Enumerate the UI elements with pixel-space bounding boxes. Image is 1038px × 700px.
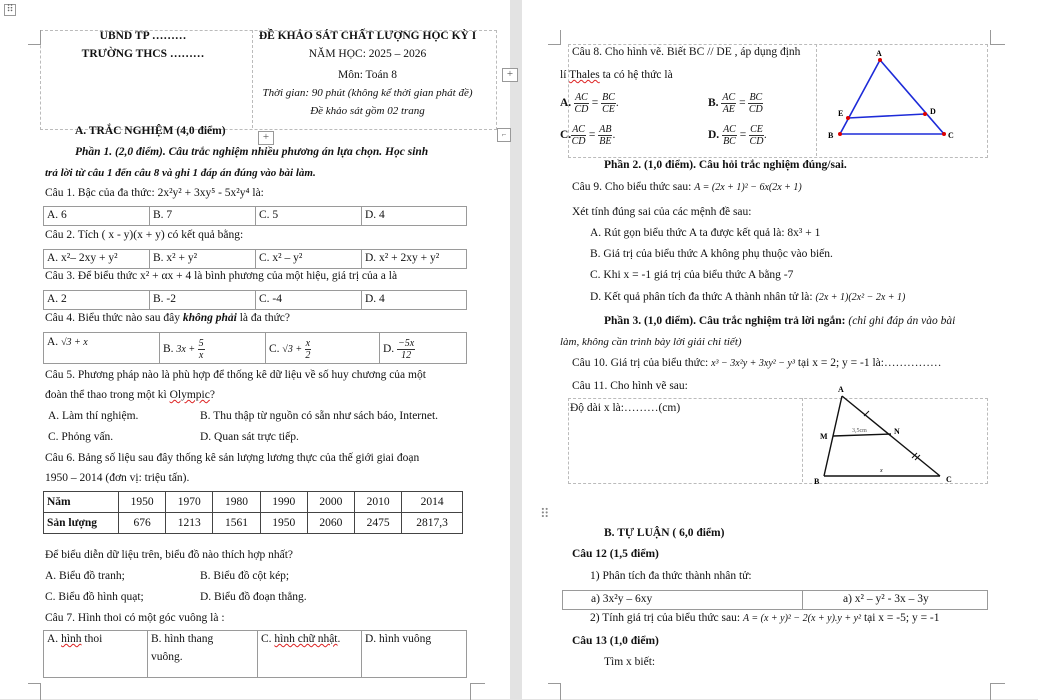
question-10: Câu 10. Giá trị của biểu thức: x³ − 3x²y + 3xy² − y³ tại x = 2; y = -1 là:…………… [572,357,942,369]
q8-option-c: C. $\frac{AC}{CD}$ = $\frac{AB}{BE}$ . [560,124,616,147]
table-cell: 1990 [260,492,307,513]
q6-option-c: C. Biểu đồ hình quạt; [45,591,144,603]
question-9: Câu 9. Cho biểu thức sau: A = (2x + 1)² − 6x(2x + 1) [572,181,802,193]
q12-part2: 2) Tính giá trị của biểu thức sau: A = (x + y)² − 2(x + y).y + y² tại x = -5; y = -1 [590,612,940,624]
q1-option-c: C. 5 [256,207,362,225]
question-5-line1: Câu 5. Phương pháp nào là phù hợp để thống kê dữ liệu về số huy chương của một [45,369,426,381]
table-cell: 2817,3 [402,513,463,534]
table-cell: 676 [119,513,166,534]
question-5-line2: đoàn thể thao trong một kì Olympic? [45,389,215,401]
question-6-line2: 1950 – 2014 (đơn vị: triệu tấn). [45,472,190,484]
q4-option-d: D. $\frac{-5x}{12}$ [383,338,415,361]
drag-handle-icon[interactable]: ⠿ [540,506,550,521]
part1-instruction: trả lời từ câu 1 đến câu 8 và ghi 1 đáp án đúng vào bài làm. [45,167,316,179]
q2-options-row [43,249,467,269]
q1-options-row [43,206,467,226]
crop-mark [28,683,41,700]
q4-text-post: là đa thức? [236,312,291,324]
table-cell: 1980 [213,492,260,513]
crop-mark [470,683,485,700]
point-e [846,116,850,120]
trapezoid-figure [806,382,986,486]
q7-options-row [43,630,467,678]
section-b-heading: B. TỰ LUẬN ( 6,0 điểm) [604,527,725,539]
table-move-handle-icon[interactable]: ⠿ [4,4,16,16]
point-b [838,132,842,136]
q1-option-d: D. 4 [365,209,385,221]
label-a: A [838,385,844,394]
add-row-icon[interactable]: + [258,131,274,145]
q12-options-row [562,590,988,610]
q12-item-a: a) 3x²y – 6xy [563,591,803,609]
table-cell: 2475 [355,513,402,534]
label-c: C [946,475,952,484]
header-left-line2: TRƯỜNG THCS ……… [81,48,205,60]
q6-option-b: B. Biểu đồ cột kép; [200,570,290,582]
q5-option-c: C. Phỏng vấn. [48,431,114,443]
label-c: C [948,131,954,140]
label-n: N [894,427,900,436]
q2-option-d: D. x² + 2xy + y² [365,252,440,264]
header-divider [40,30,253,128]
add-column-icon[interactable]: + [502,68,518,82]
page-1 [0,0,514,699]
question-2: Câu 2. Tích ( x - y)(x + y) có kết quả bằng: [45,229,244,241]
point-d [923,112,927,116]
table-row [44,513,463,534]
table-row [44,492,463,513]
section-a-heading: A. TRẮC NGHIỆM (4,0 điểm) [75,125,226,137]
q4-option-c: C. √3 + $\frac{x}{2}$ [266,333,380,363]
crop-mark [548,30,561,45]
q2-option-b: B. x² + y² [150,250,256,268]
school-year: NĂM HỌC: 2025 – 2026 [308,48,427,60]
time-note: Thời gian: 90 phút (không kể thời gian phát đề) [262,87,473,99]
x-label: x [880,468,883,474]
crop-mark [28,30,41,45]
table-cell: 1213 [166,513,213,534]
q8-option-a: A. $\frac{AC}{CD}$ = $\frac{BC}{CE}$ . [560,92,619,115]
production-table [43,491,463,534]
q9-statement-a: A. Rút gọn biểu thức A ta được kết quả là: 8x³ + 1 [590,227,821,239]
label-a: A [876,49,882,58]
exam-title: ĐỀ KHẢO SÁT CHẤT LƯỢNG HỌC KỲ I [258,30,477,42]
question-6-line1: Câu 6. Bảng số liệu sau đây thống kê sản lượng lương thực của thế giới giai đoạn [45,452,420,464]
header-left-line1: UBND TP ……… [99,30,187,42]
label-e: E [838,109,844,118]
q3-option-d: D. 4 [365,293,385,305]
table-header-cell: Sản lượng [44,513,119,534]
q12-item-b: a) x² – y² - 3x – 3y [843,593,929,605]
q9-statement-c: C. Khi x = -1 giá trị của biểu thức A bằng -7 [590,269,794,281]
question-12: Câu 12 (1,5 điểm) [572,548,659,560]
question-7: Câu 7. Hình thoi có một góc vuông là : [45,612,225,624]
question-1: Câu 1. Bậc của đa thức: 2x²y² + 3xy⁵ - 5x²y⁴ là: [45,187,264,199]
q7-option-a: A. hình thoi [44,631,148,677]
part3-heading: Phần 3. (1,0 điểm). Câu trắc nghiệm trả lời ngắn: (chỉ ghi đáp án vào bài [604,315,956,327]
triangle-figure [822,46,982,146]
q7-option-b: B. hình thang vuông. [148,631,258,677]
q5-option-b: B. Thu thập từ nguồn có sẵn như sách báo, Internet. [200,410,439,422]
q4-text-pre: Câu 4. Biểu thức nào sau đây [45,312,183,324]
q4-option-b: B. 3x + $\frac{5}{x}$ [160,333,266,363]
part2-intro: Xét tính đúng sai của các mệnh đề sau: [572,206,752,218]
table-cell: 2010 [355,492,402,513]
label-d: D [930,107,936,116]
table-cell: 2014 [402,492,463,513]
pages-note: Đề khảo sát gồm 02 trang [310,105,425,117]
part2-heading: Phần 2. (1,0 điểm). Câu hỏi trắc nghiệm đúng/sai. [604,159,847,171]
question-4 [45,312,290,324]
crop-mark [990,683,1005,700]
question-11: Câu 11. Cho hình vẽ sau: [572,380,688,392]
label-b: B [814,477,820,486]
crop-mark [548,683,561,700]
q2-option-c: C. x² – y² [256,250,362,268]
q6-question: Để biểu diễn dữ liệu trên, biểu đồ nào thích hợp nhất? [45,549,293,561]
q6-option-a: A. Biểu đồ tranh; [45,570,125,582]
q3-option-b: B. -2 [150,291,256,309]
q9-statement-b: B. Giá trị của biểu thức A không phụ thuộc vào biến. [590,248,833,260]
part1-heading: Phần 1. (2,0 điểm). Câu trắc nghiệm nhiều phương án lựa chọn. Học sinh [75,146,429,158]
table-cell: 2060 [307,513,354,534]
q12-part1: 1) Phân tích đa thức thành nhân tử: [590,570,752,582]
q3-option-a: A. 2 [44,291,150,309]
question-8-line1: Câu 8. Cho hình vẽ. Biết BC // DE , áp dụng định [572,46,801,58]
q5-option-d: D. Quan sát trực tiếp. [200,431,299,443]
point-c [942,132,946,136]
q11-answer-line: Độ dài x là:………(cm) [570,402,681,414]
q1-option-b: B. 7 [150,207,256,225]
subject: Môn: Toán 8 [337,69,398,81]
q13-text: Tìm x biết: [604,656,656,668]
q3-option-c: C. -4 [256,291,362,309]
q4-text-emphasis: không phải [182,312,237,324]
label-b: B [828,131,834,140]
segment-mn [833,434,891,436]
point-a [878,58,882,62]
table-cell: 1950 [119,492,166,513]
label-m: M [820,432,828,441]
table-cell: 1561 [213,513,260,534]
table-cell: 1970 [166,492,213,513]
q3-options-row [43,290,467,310]
table-cell: 1950 [260,513,307,534]
q4-option-a: A. √3 + x [44,333,160,363]
q8-option-d: D. $\frac{AC}{BC}$ = $\frac{CE}{CD}$ . [708,124,767,147]
q6-option-d: D. Biểu đồ đoạn thẳng. [200,591,307,603]
table-header-cell: Năm [44,492,119,513]
crop-mark [990,30,1005,45]
q5-option-a: A. Làm thí nghiệm. [48,410,139,422]
page-2 [522,0,1038,699]
q8-option-b: B. $\frac{AC}{AE}$ = $\frac{BC}{CD}$ [708,92,763,115]
q2-option-a: A. x²– 2xy + y² [44,250,150,268]
q7-option-d: D. hình vuông [365,633,432,645]
part3-heading-cont: làm, không cần trình bày lời giải chi tiết) [560,336,742,348]
question-8-line2: lí Thales ta có hệ thức là [560,69,673,81]
q7-option-c: C. hình chữ nhật. [258,631,362,677]
segment-ac [842,396,940,476]
q4-options-row [43,332,467,364]
question-3: Câu 3. Để biểu thức x² + αx + 4 là bình phương của một hiệu, giá trị của a là [45,270,398,282]
question-13: Câu 13 (1,0 điểm) [572,635,659,647]
table-cell: 2000 [307,492,354,513]
q9-statement-d: D. Kết quả phân tích đa thức A thành nhân tử là: (2x + 1)(2x² − 2x + 1) [590,291,906,303]
length-label: 3,5cm [852,428,867,434]
triangle-abc [840,60,944,134]
q1-option-a: A. 6 [44,207,150,225]
segment-de [848,114,925,118]
paste-options-icon[interactable]: ⌐ [497,128,511,142]
